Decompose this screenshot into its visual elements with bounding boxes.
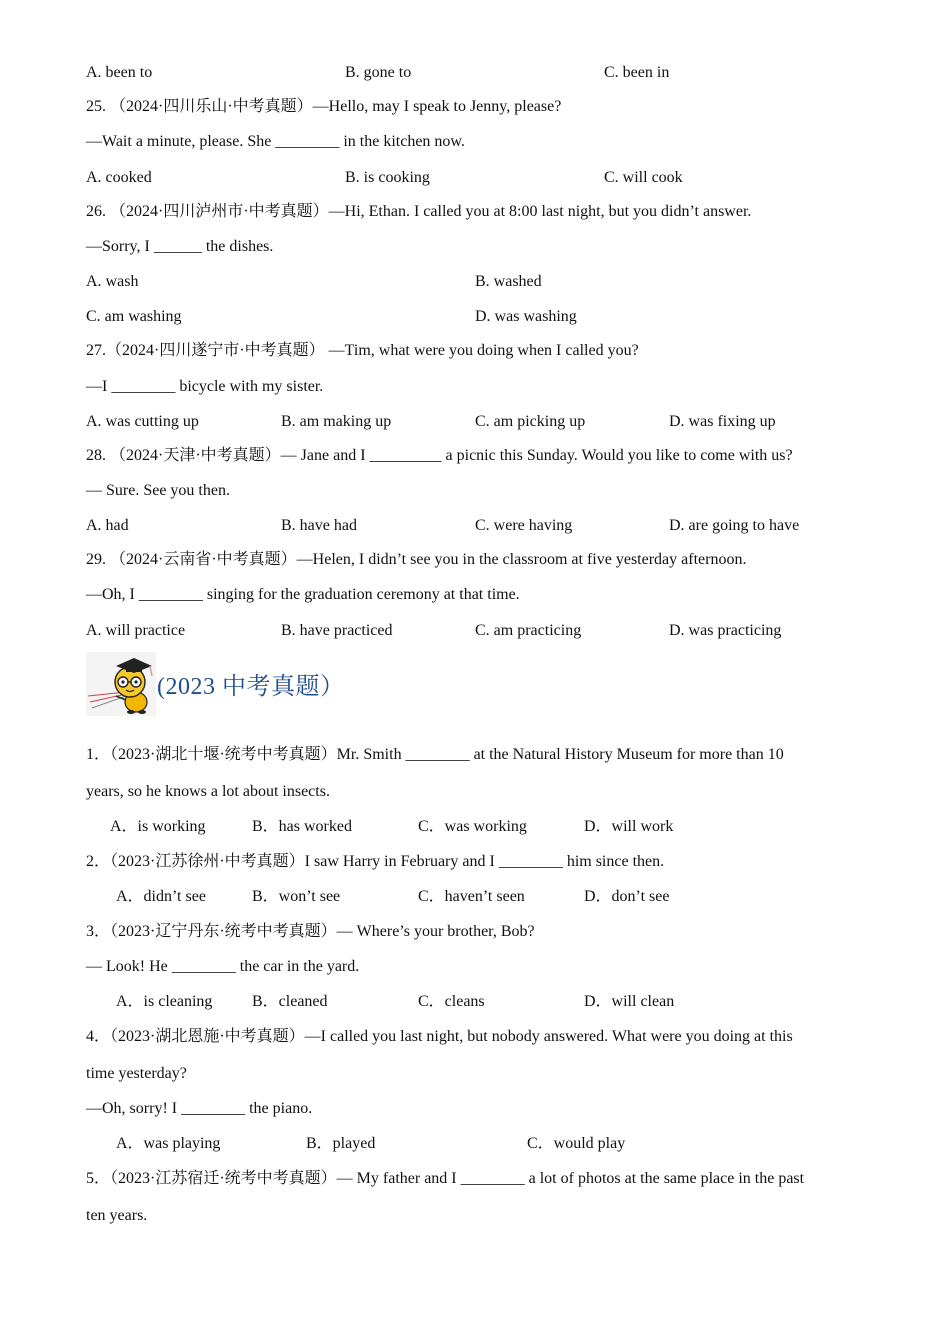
option-b: B．has worked [252, 818, 352, 835]
question-1-stem-continued: years, so he knows a lot about insects. [86, 783, 330, 800]
option-d: D．will work [584, 818, 674, 835]
option-c: C．was working [418, 818, 527, 835]
section-title: (2023 中考真题） [157, 673, 345, 700]
option-a: A．is cleaning [116, 993, 213, 1010]
question-27-stem: 27.（2024·四川遂宁市·中考真题） —Tim, what were you doing when I called you? [86, 342, 639, 359]
question-4-stem-continued: time yesterday? [86, 1065, 187, 1082]
option-d: D．don’t see [584, 888, 670, 905]
question-25-stem: 25. （2024·四川乐山·中考真题）—Hello, may I speak to Jenny, please? [86, 98, 562, 115]
question-5-stem-continued: ten years. [86, 1207, 148, 1224]
question-25-dialogue: —Wait a minute, please. She ________ in the kitchen now. [86, 133, 465, 150]
option-b: B. have practiced [281, 622, 393, 639]
option-a: A．didn’t see [116, 888, 206, 905]
section-heading [86, 652, 345, 716]
question-29-dialogue: —Oh, I ________ singing for the graduation ceremony at that time. [86, 586, 520, 603]
option-b: B．won’t see [252, 888, 341, 905]
option-a: A. wash [86, 273, 139, 290]
option-d: D. was practicing [669, 622, 782, 639]
option-a: A．was playing [116, 1135, 221, 1152]
option-a: A. was cutting up [86, 413, 199, 430]
option-a: A. had [86, 517, 129, 534]
question-28-stem: 28. （2024·天津·中考真题）— Jane and I _________ a picnic this Sunday. Would you like to come with us? [86, 447, 793, 464]
option-c: C. am washing [86, 308, 182, 325]
option-b: B. washed [475, 273, 542, 290]
option-b: B．played [306, 1135, 376, 1152]
question-2-stem: 2．（2023·江苏徐州·中考真题）I saw Harry in February and I ________ him since then. [86, 853, 665, 870]
option-c: C．haven’t seen [418, 888, 525, 905]
option-d: D. was washing [475, 308, 577, 325]
option-b: B. am making up [281, 413, 392, 430]
option-c: C. were having [475, 517, 573, 534]
question-27-dialogue: —I ________ bicycle with my sister. [86, 378, 324, 395]
option-c: C. will cook [604, 169, 683, 186]
option-d: D. was fixing up [669, 413, 776, 430]
option-a: A. been to [86, 64, 153, 81]
option-c: C. am picking up [475, 413, 586, 430]
question-1-stem: 1．（2023·湖北十堰·统考中考真题）Mr. Smith ________ at the Natural History Museum for more than 10 [86, 746, 784, 763]
question-26-stem: 26. （2024·四川泸州市·中考真题）—Hi, Ethan. I called you at 8:00 last night, but you didn’t answer. [86, 203, 752, 220]
option-a: A. cooked [86, 169, 152, 186]
option-c: C. am practicing [475, 622, 582, 639]
question-4-stem: 4．（2023·湖北恩施·中考真题）—I called you last night, but nobody answered. What were you doing at this [86, 1028, 793, 1045]
option-c: C. been in [604, 64, 670, 81]
option-d: D．will clean [584, 993, 675, 1010]
option-b: B．cleaned [252, 993, 328, 1010]
option-c: C．would play [527, 1135, 626, 1152]
option-a: A. will practice [86, 622, 186, 639]
question-26-dialogue: —Sorry, I ______ the dishes. [86, 238, 274, 255]
question-5-stem: 5．（2023·江苏宿迁·统考中考真题）— My father and I ________ a lot of photos at the same place in the past [86, 1170, 805, 1187]
graduate-mascot-icon [86, 652, 156, 716]
option-b: B. is cooking [345, 169, 430, 186]
question-29-stem: 29. （2024·云南省·中考真题）—Helen, I didn’t see you in the classroom at five yesterday afternoon. [86, 551, 747, 568]
question-3-stem: 3．（2023·辽宁丹东·统考中考真题）— Where’s your brother, Bob? [86, 923, 535, 940]
option-b: B. gone to [345, 64, 412, 81]
option-c: C．cleans [418, 993, 485, 1010]
question-3-dialogue: — Look! He ________ the car in the yard. [86, 958, 360, 975]
option-b: B. have had [281, 517, 357, 534]
option-a: A．is working [110, 818, 206, 835]
option-d: D. are going to have [669, 517, 800, 534]
question-28-dialogue: — Sure. See you then. [86, 482, 230, 499]
question-4-dialogue: —Oh, sorry! I ________ the piano. [86, 1100, 313, 1117]
